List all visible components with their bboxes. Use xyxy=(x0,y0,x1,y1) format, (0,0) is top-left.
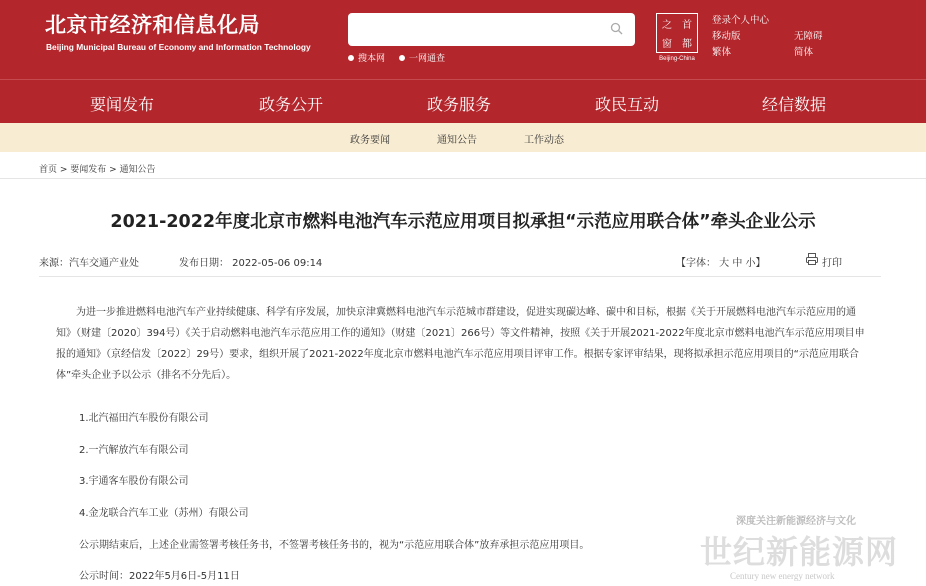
article-source: 来源：汽车交通产业处 xyxy=(39,258,139,269)
subnav-work-updates[interactable]: 工作动态 xyxy=(524,135,564,146)
divider xyxy=(39,276,881,277)
scope-option-all[interactable]: 一网通查 xyxy=(399,51,445,64)
company-item: 1.北汽福田汽车股份有限公司 xyxy=(79,413,209,424)
nav-news-release[interactable]: 要闻发布 xyxy=(90,92,154,115)
nav-government-affairs[interactable]: 政务公开 xyxy=(259,95,324,114)
watermark-english: Century new energy network xyxy=(730,571,835,581)
site-title-english: Beijing Municipal Bureau of Economy and Information Technology xyxy=(46,42,311,52)
article-date: 发布日期： 2022-05-06 09:14 xyxy=(179,258,323,269)
mobile-version-link[interactable]: 移动版 xyxy=(712,31,741,42)
article-title: 2021-2022年度北京市燃料电池汽车示范应用项目拟承担“示范应用联合体”牵头企业公示 xyxy=(110,212,816,232)
article-intro-paragraph: 为进一步推进燃料电池汽车产业持续健康、科学有序发展，加快京津冀燃料电池汽车示范城市群建设，促进实现碳达峰、碳中和目标，根据《关于开展燃料电池汽车示范应用的通知》（财建〔2020〕394号）《关于启动燃料电池汽车示范应用工作的通知》（财建〔2021〕266号）等文件精神，按照《关于开展2021-2022年度北京市燃料电池汽车示范应用项目申报的通知》（京经信发〔2022〕29号）要求，组织开展了2021-2022年度北京市燃料电池汽车示范应用项目评审工作。根据专家评审结果，现将拟承担示范应用项目的“示范应用联合体”牵头企业予以公示（排名不分先后）。 xyxy=(56,307,865,381)
company-item: 3.宇通客车股份有限公司 xyxy=(79,476,189,487)
accessibility-link[interactable]: 无障碍 xyxy=(794,31,823,42)
printer-icon[interactable] xyxy=(805,252,819,266)
traditional-chinese-link[interactable]: 繁体 xyxy=(712,47,732,58)
watermark-tagline: 深度关注新能源经济与文化 xyxy=(736,516,856,527)
scope-option-site[interactable]: 搜本网 xyxy=(348,51,385,64)
nav-public-interaction[interactable]: 政民互动 xyxy=(595,95,660,114)
search-input[interactable] xyxy=(348,13,635,46)
watermark-logo: 世纪新能源网 xyxy=(700,533,899,571)
search-icon[interactable] xyxy=(610,22,623,35)
radio-dot-icon xyxy=(348,55,354,61)
sub-navigation xyxy=(0,123,926,152)
seal-caption: Beijing-China xyxy=(659,56,695,62)
nav-data[interactable]: 经信数据 xyxy=(762,95,827,114)
simplified-chinese-link[interactable]: 简体 xyxy=(794,47,814,58)
article-closing-paragraph: 公示期结束后，上述企业需签署考核任务书，不签署考核任务书的，视为“示范应用联合体”放弃承担示范应用项目。 xyxy=(79,540,590,551)
subnav-notices[interactable]: 通知公告 xyxy=(437,135,477,146)
site-title[interactable]: 北京市经济和信息化局 xyxy=(45,13,260,37)
nav-government-services[interactable]: 政务服务 xyxy=(427,95,492,114)
site-header xyxy=(0,0,926,79)
divider xyxy=(0,178,926,179)
breadcrumb[interactable]: 首页 > 要闻发布 > 通知公告 xyxy=(39,165,156,175)
font-size-control[interactable]: 【字体： 大 中 小】 xyxy=(676,258,766,269)
company-item: 2.一汽解放汽车有限公司 xyxy=(79,445,189,456)
company-item: 4.金龙联合汽车工业（苏州）有限公司 xyxy=(79,508,249,519)
capital-window-seal[interactable]: 之 首 窗 都 xyxy=(656,13,698,53)
print-button[interactable]: 打印 xyxy=(822,258,842,269)
publicity-period: 公示时间：2022年5月6日-5月11日 xyxy=(79,571,240,582)
login-link[interactable]: 登录个人中心 xyxy=(712,15,770,26)
main-navigation xyxy=(0,79,926,123)
search-scope-options xyxy=(348,51,445,64)
radio-dot-icon xyxy=(399,55,405,61)
subnav-government-news[interactable]: 政务要闻 xyxy=(350,135,390,146)
